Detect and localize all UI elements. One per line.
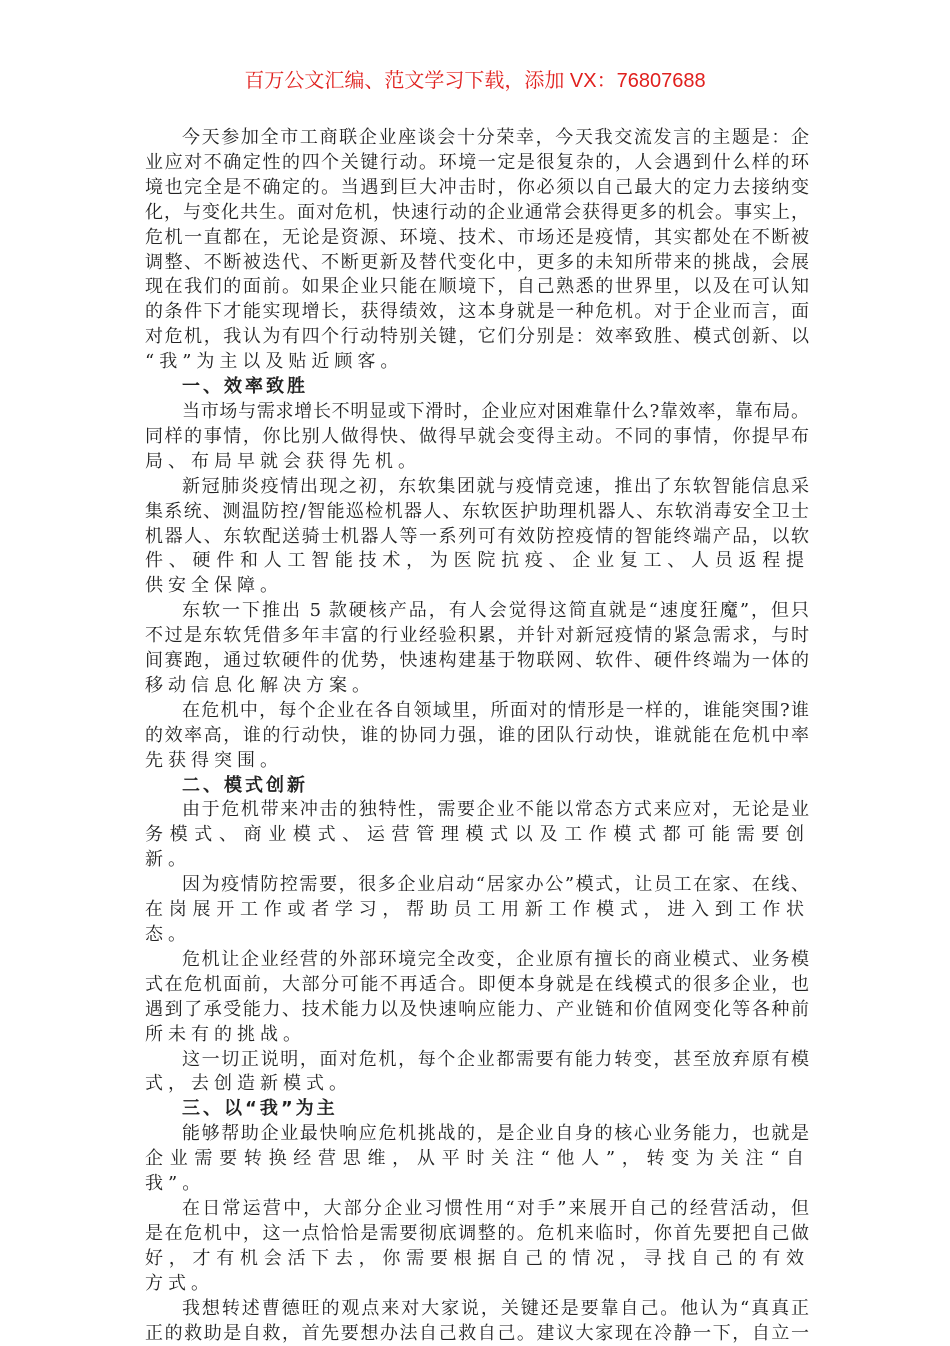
paragraph-line: 新冠肺炎疫情出现之初，东软集团就与疫情竞速，推出了东软智能信息采 [145, 475, 809, 500]
paragraph [145, 948, 809, 1048]
paragraph-line: 件、硬件和人工智能技术，为医院抗疫、企业复工、人员返程提供安全保障。 [145, 549, 809, 599]
paragraph-line: 我想转述曹德旺的观点来对大家说，关键还是要靠自己。他认为“真真正 [145, 1297, 809, 1322]
paragraph-line: 在危机中，每个企业在各自领域里，所面对的情形是一样的，谁能突围?谁 [145, 699, 809, 724]
paragraph-line: 境也完全是不确定的。当遇到巨大冲击时，你必须以自己最大的定力去接纳变 [145, 176, 809, 201]
paragraph [145, 798, 809, 873]
paragraph [145, 599, 809, 699]
paragraph-line: 间赛跑，通过软硬件的优势，快速构建基于物联网、软件、硬件终端为一体的 [145, 649, 809, 674]
paragraph-line: 局、布局早就会获得先机。 [145, 450, 809, 475]
section-heading: 一、效率致胜 [145, 375, 809, 400]
paragraph [145, 699, 809, 774]
watermark-header: 百万公文汇编、范文学习下载，添加 VX：76807688 [0, 67, 950, 95]
paragraph-line: 所未有的挑战。 [145, 1023, 809, 1048]
paragraph-line: 东软一下推出 5 款硬核产品，有人会觉得这简直就是“速度狂魔”，但只 [145, 599, 809, 624]
paragraph-line: 务模式、商业模式、运营管理模式以及工作模式都可能需要创新。 [145, 823, 809, 873]
paragraph-line: 好，才有机会活下去，你需要根据自己的情况，寻找自己的有效方式。 [145, 1247, 809, 1297]
paragraph-line: 化，与变化共生。面对危机，快速行动的企业通常会获得更多的机会。事实上， [145, 201, 809, 226]
paragraph-line: 在日常运营中，大部分企业习惯性用“对手”来展开自己的经营活动，但 [145, 1197, 809, 1222]
paragraph-line: 的效率高，谁的行动快，谁的协同力强，谁的团队行动快，谁就能在危机中率 [145, 724, 809, 749]
paragraph [145, 126, 809, 375]
paragraph-line: 遇到了承受能力、技术能力以及快速响应能力、产业链和价值网变化等各种前 [145, 998, 809, 1023]
paragraph-line: 企业需要转换经营思维，从平时关注“他人”，转变为关注“自我”。 [145, 1147, 809, 1197]
paragraph-line: 集系统、测温防控/智能巡检机器人、东软医护助理机器人、东软消毒安全卫士 [145, 500, 809, 525]
paragraph-line: 当市场与需求增长不明显或下滑时，企业应对困难靠什么?靠效率，靠布局。 [145, 400, 809, 425]
paragraph-line: 的条件下才能实现增长，获得绩效，这本身就是一种危机。对于企业而言，面 [145, 300, 809, 325]
paragraph-line: 这一切正说明，面对危机，每个企业都需要有能力转变，甚至放弃原有模 [145, 1048, 809, 1073]
paragraph-line: 现在我们的面前。如果企业只能在顺境下，自己熟悉的世界里，以及在可认知 [145, 275, 809, 300]
paragraph-line: 式在危机面前，大部分可能不再适合。即便本身就是在线模式的很多企业，也 [145, 973, 809, 998]
document-body [145, 126, 809, 1346]
paragraph-line: “我”为主以及贴近顾客。 [145, 350, 809, 375]
paragraph [145, 1297, 809, 1346]
paragraph-line: 危机让企业经营的外部环境完全改变，企业原有擅长的商业模式、业务模 [145, 948, 809, 973]
paragraph-line: 今天参加全市工商联企业座谈会十分荣幸，今天我交流发言的主题是：企 [145, 126, 809, 151]
paragraph [145, 400, 809, 475]
paragraph-line: 能够帮助企业最快响应危机挑战的，是企业自身的核心业务能力，也就是 [145, 1122, 809, 1147]
paragraph-line: 因为疫情防控需要，很多企业启动“居家办公”模式，让员工在家、在线、 [145, 873, 809, 898]
paragraph-line: 业应对不确定性的四个关键行动。环境一定是很复杂的，人会遇到什么样的环 [145, 151, 809, 176]
paragraph-line: 机器人、东软配送骑士机器人等一系列可有效防控疫情的智能终端产品，以软 [145, 525, 809, 550]
paragraph [145, 873, 809, 948]
paragraph-line: 正的救助是自救，首先要想办法自己救自己。建议大家现在冷静一下，自立一 [145, 1322, 809, 1346]
section-heading: 三、以“我”为主 [145, 1097, 809, 1122]
paragraph [145, 1122, 809, 1197]
paragraph-line: 危机一直都在，无论是资源、环境、技术、市场还是疫情，其实都处在不断被 [145, 226, 809, 251]
paragraph-line: 移动信息化解决方案。 [145, 674, 809, 699]
paragraph [145, 1197, 809, 1297]
paragraph [145, 1048, 809, 1098]
paragraph-line: 同样的事情，你比别人做得快、做得早就会变得主动。不同的事情，你提早布 [145, 425, 809, 450]
paragraph-line: 是在危机中，这一点恰恰是需要彻底调整的。危机来临时，你首先要把自己做 [145, 1222, 809, 1247]
paragraph-line: 调整、不断被迭代、不断更新及替代变化中，更多的未知所带来的挑战，会展 [145, 251, 809, 276]
paragraph-line: 在岗展开工作或者学习，帮助员工用新工作模式，进入到工作状态。 [145, 898, 809, 948]
paragraph [145, 475, 809, 600]
section-heading: 二、模式创新 [145, 774, 809, 799]
paragraph-line: 先获得突围。 [145, 749, 809, 774]
paragraph-line: 对危机，我认为有四个行动特别关键，它们分别是：效率致胜、模式创新、以 [145, 325, 809, 350]
paragraph-line: 由于危机带来冲击的独特性，需要企业不能以常态方式来应对，无论是业 [145, 798, 809, 823]
paragraph-line: 式，去创造新模式。 [145, 1072, 809, 1097]
paragraph-line: 不过是东软凭借多年丰富的行业经验积累，并针对新冠疫情的紧急需求，与时 [145, 624, 809, 649]
